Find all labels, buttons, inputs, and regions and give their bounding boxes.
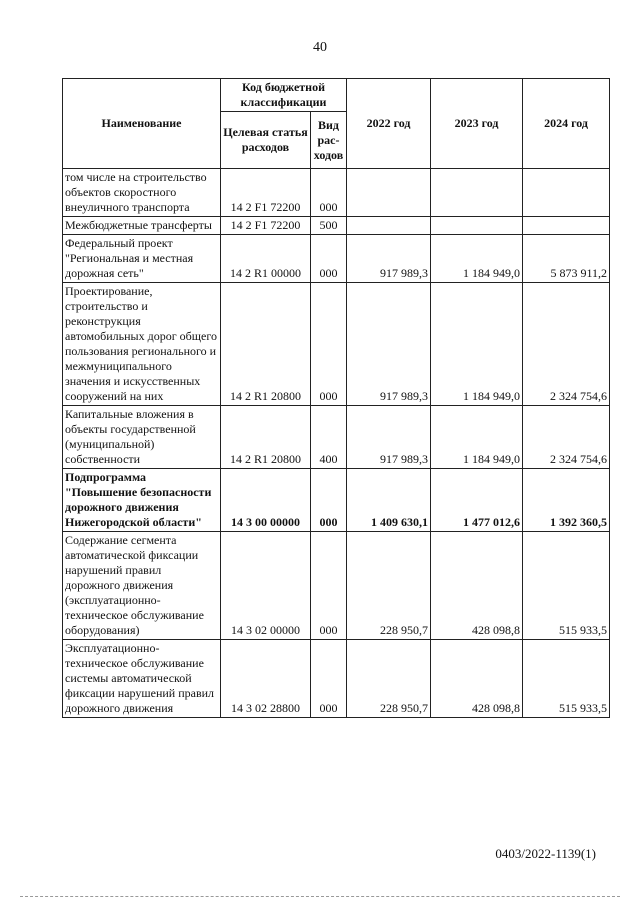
row-expense-type: 000 xyxy=(311,169,347,217)
table-row xyxy=(63,283,610,406)
row-name: Подпрограмма "Повышение безопасности дорожного движения Нижегородской области" xyxy=(63,469,221,532)
row-target-article: 14 2 R1 00000 xyxy=(221,235,311,283)
row-value-2024: 1 392 360,5 xyxy=(523,469,610,532)
row-value-2024: 515 933,5 xyxy=(523,640,610,718)
row-target-article: 14 3 00 00000 xyxy=(221,469,311,532)
row-name: Федеральный проект "Региональная и местная дорожная сеть" xyxy=(63,235,221,283)
row-name: том числе на строительство объектов скоростного внеуличного транспорта xyxy=(63,169,221,217)
row-target-article: 14 3 02 28800 xyxy=(221,640,311,718)
row-value-2023: 428 098,8 xyxy=(431,640,523,718)
row-expense-type: 400 xyxy=(311,406,347,469)
row-name: Содержание сегмента автоматической фиксации нарушений правил дорожного движения (эксплуатационно-техническое обслуживание оборудования) xyxy=(63,532,221,640)
table-row xyxy=(63,217,610,235)
table-header xyxy=(63,79,610,169)
row-name: Эксплуатационно-техническое обслуживание системы автоматической фиксации нарушений правил дорожного движения xyxy=(63,640,221,718)
table-body xyxy=(63,169,610,718)
row-value-2022: 228 950,7 xyxy=(347,640,431,718)
row-target-article: 14 2 R1 20800 xyxy=(221,283,311,406)
row-value-2022: 917 989,3 xyxy=(347,235,431,283)
header-expense-type: Вид рас- ходов xyxy=(311,112,347,169)
header-year-2022: 2022 год xyxy=(347,79,431,169)
header-target-article: Целевая статья расходов xyxy=(221,112,311,169)
table-row xyxy=(63,169,610,217)
row-value-2024 xyxy=(523,217,610,235)
row-expense-type: 000 xyxy=(311,532,347,640)
row-value-2022: 917 989,3 xyxy=(347,406,431,469)
row-value-2022 xyxy=(347,169,431,217)
row-name: Капитальные вложения в объекты государственной (муниципальной) собственности xyxy=(63,406,221,469)
table-row xyxy=(63,532,610,640)
header-name: Наименование xyxy=(63,79,221,169)
document-code: 0403/2022-1139(1) xyxy=(495,846,596,861)
table-row xyxy=(63,406,610,469)
row-value-2023: 1 184 949,0 xyxy=(431,406,523,469)
row-value-2024: 5 873 911,2 xyxy=(523,235,610,283)
row-name: Проектирование, строительство и реконструкция автомобильных дорог общего пользования регионального и межмуниципального значения и искусственных сооружений на них xyxy=(63,283,221,406)
row-value-2023: 1 184 949,0 xyxy=(431,235,523,283)
row-target-article: 14 2 F1 72200 xyxy=(221,169,311,217)
row-expense-type: 000 xyxy=(311,235,347,283)
bottom-divider xyxy=(20,896,620,897)
budget-table xyxy=(62,78,610,718)
header-budget-code: Код бюджетной классификации xyxy=(221,79,347,112)
row-target-article: 14 2 F1 72200 xyxy=(221,217,311,235)
table-row xyxy=(63,640,610,718)
row-value-2022: 917 989,3 xyxy=(347,283,431,406)
row-value-2024 xyxy=(523,169,610,217)
row-value-2023: 1 184 949,0 xyxy=(431,283,523,406)
row-expense-type: 000 xyxy=(311,469,347,532)
header-year-2024: 2024 год xyxy=(523,79,610,169)
row-value-2024: 515 933,5 xyxy=(523,532,610,640)
row-value-2023 xyxy=(431,217,523,235)
row-expense-type: 000 xyxy=(311,283,347,406)
row-value-2024: 2 324 754,6 xyxy=(523,406,610,469)
row-value-2024: 2 324 754,6 xyxy=(523,283,610,406)
row-value-2022: 1 409 630,1 xyxy=(347,469,431,532)
row-value-2023: 428 098,8 xyxy=(431,532,523,640)
row-value-2023: 1 477 012,6 xyxy=(431,469,523,532)
table-row xyxy=(63,235,610,283)
row-expense-type: 000 xyxy=(311,640,347,718)
page-number: 40 xyxy=(313,40,327,55)
row-value-2023 xyxy=(431,169,523,217)
row-value-2022 xyxy=(347,217,431,235)
row-value-2022: 228 950,7 xyxy=(347,532,431,640)
row-target-article: 14 3 02 00000 xyxy=(221,532,311,640)
row-name: Межбюджетные трансферты xyxy=(63,217,221,235)
header-year-2023: 2023 год xyxy=(431,79,523,169)
table-row xyxy=(63,469,610,532)
row-target-article: 14 2 R1 20800 xyxy=(221,406,311,469)
row-expense-type: 500 xyxy=(311,217,347,235)
